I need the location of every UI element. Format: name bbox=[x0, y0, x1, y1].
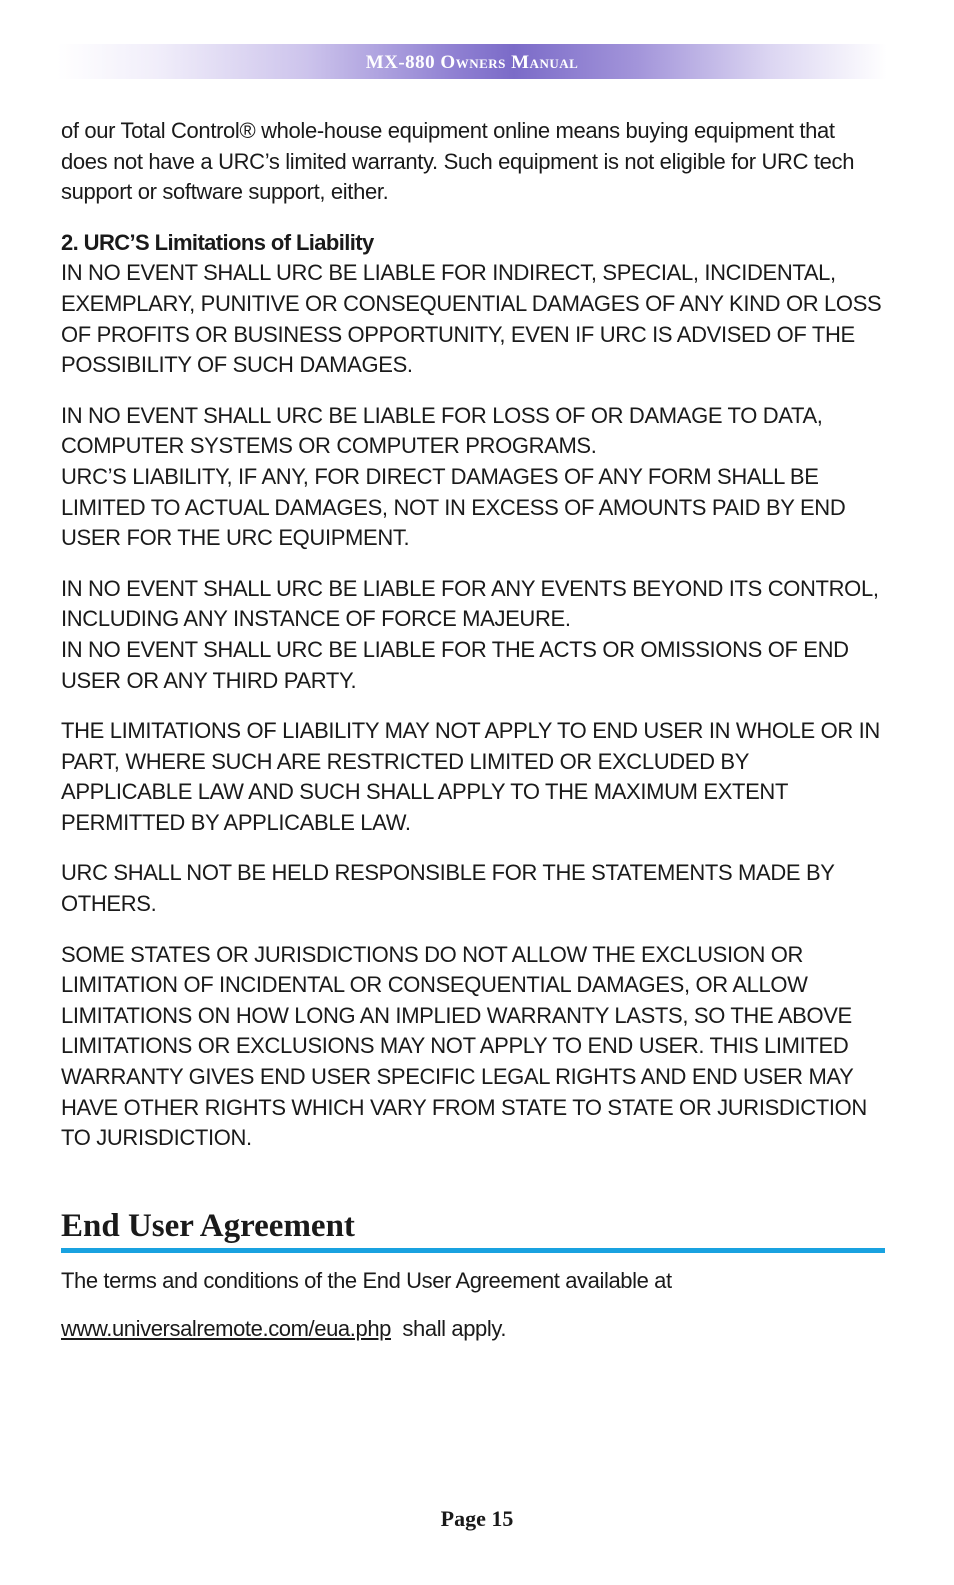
page-number: Page 15 bbox=[440, 1506, 514, 1531]
document-body bbox=[61, 116, 883, 1174]
manual-title: MX-880 Owners Manual bbox=[365, 52, 579, 73]
liability-paragraph-6: THE LIMITATIONS OF LIABILITY MAY NOT APPLY TO END USER IN WHOLE OR IN PART, WHERE SUCH ARE RESTRICTED LIMITED OR EXCLUDED BY APPLICABLE LAW AND SUCH SHALL APPLY TO THE MAXIMUM EXTENT PERMITTED BY APPLICABLE LAW. bbox=[61, 718, 880, 835]
liability-paragraph-1: IN NO EVENT SHALL URC BE LIABLE FOR INDIRECT, SPECIAL, INCIDENTAL, EXEMPLARY, PUNITIVE OR CONSEQUENTIAL DAMAGES OF ANY KIND OR LOSS OF PROFITS OR BUSINESS OPPORTUNITY, EVEN IF URC IS ADVISED OF THE POSSIBILITY OF SUCH DAMAGES. bbox=[61, 260, 882, 378]
header-bar bbox=[57, 44, 887, 79]
end-user-agreement-title: End User Agreement bbox=[61, 1208, 355, 1244]
liability-paragraph-2: IN NO EVENT SHALL URC BE LIABLE FOR LOSS OF OR DAMAGE TO DATA, COMPUTER SYSTEMS OR COMPUTER PROGRAMS. bbox=[61, 402, 823, 459]
liability-paragraph-7: URC SHALL NOT BE HELD RESPONSIBLE FOR THE STATEMENTS MADE BY OTHERS. bbox=[61, 860, 835, 917]
eua-link[interactable]: www.universalremote.com/eua.php bbox=[61, 1316, 391, 1341]
liability-paragraph-4: IN NO EVENT SHALL URC BE LIABLE FOR ANY EVENTS BEYOND ITS CONTROL, INCLUDING ANY INSTANCE OF FORCE MAJEURE. bbox=[61, 575, 879, 632]
eua-link-line bbox=[61, 1314, 506, 1344]
eua-text: The terms and conditions of the End User Agreement available at bbox=[61, 1268, 672, 1293]
eua-link-suffix: shall apply. bbox=[391, 1316, 507, 1341]
liability-paragraph-5: IN NO EVENT SHALL URC BE LIABLE FOR THE ACTS OR OMISSIONS OF END USER OR ANY THIRD PARTY. bbox=[61, 636, 849, 693]
section-divider bbox=[61, 1248, 885, 1253]
section-2-heading: 2. URC’S Limitations of Liability bbox=[61, 229, 374, 255]
liability-paragraph-3: URC’S LIABILITY, IF ANY, FOR DIRECT DAMAGES OF ANY FORM SHALL BE LIMITED TO ACTUAL DAMAGES, NOT IN EXCESS OF AMOUNTS PAID BY END USER FOR THE URC EQUIPMENT. bbox=[61, 463, 846, 551]
intro-paragraph: of our Total Control® whole-house equipment online means buying equipment that does not have a URC’s limited warranty. Such equipment is not eligible for URC tech support or software support, either. bbox=[61, 118, 855, 205]
liability-paragraph-8: SOME STATES OR JURISDICTIONS DO NOT ALLOW THE EXCLUSION OR LIMITATION OF INCIDENTAL OR CONSEQUENTIAL DAMAGES, OR ALLOW LIMITATIONS ON HOW LONG AN IMPLIED WARRANTY LASTS, SO THE ABOVE LIMITATIONS OR EXCLUSIONS MAY NOT APPLY TO END USER. THIS LIMITED WARRANTY GIVES END USER SPECIFIC LEGAL RIGHTS AND END USER MAY HAVE OTHER RIGHTS WHICH VARY FROM STATE TO STATE OR JURISDICTION TO JURISDICTION. bbox=[61, 941, 867, 1151]
